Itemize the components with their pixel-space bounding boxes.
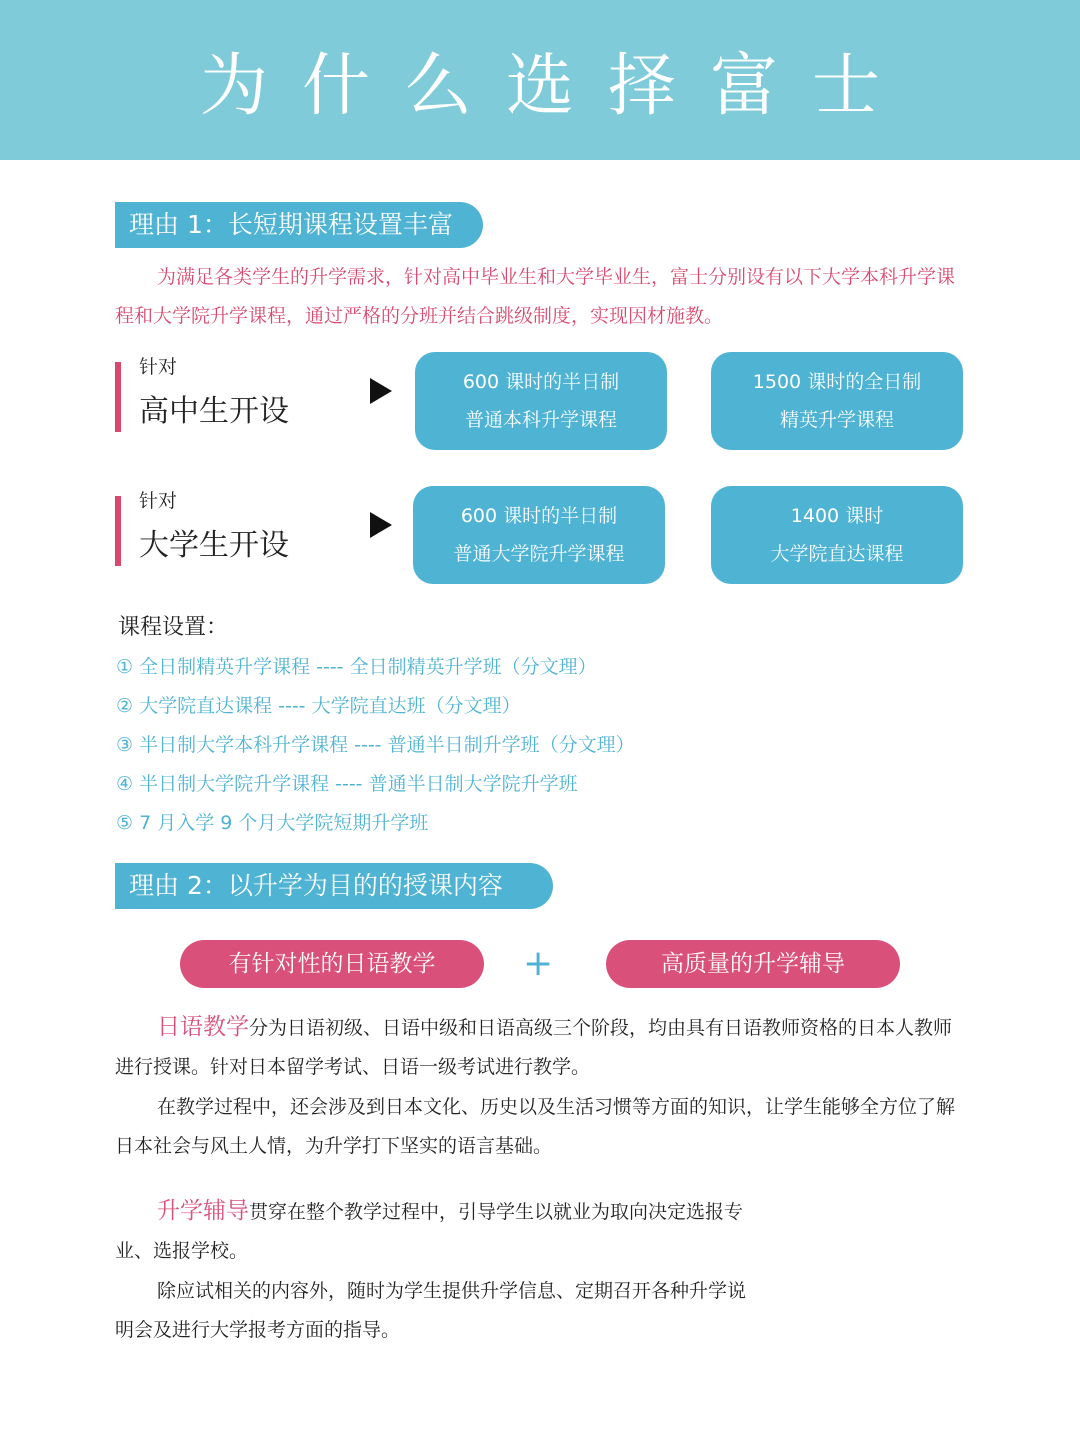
paragraph-line [115,1272,970,1311]
target-label-small: 针对 [139,356,178,378]
page-title: 为什么选择富士 [199,46,914,126]
paragraph-text: 在教学过程中，还会涉及到日本文化、历史以及生活习惯等方面的知识，让学生能够全方位了解日本社会与风土人情，为升学打下坚实的语言基础。 [115,1096,956,1157]
paragraph-culture [115,1088,970,1166]
course-line2: 普通大学院升学课程 [453,543,625,565]
paragraph-japanese-teaching [115,1008,970,1087]
course-box [413,486,665,584]
reason1-intro-text: 为满足各类学生的升学需求，针对高中毕业生和大学毕业生，富士分别设有以下大学本科升学课程和大学院升学课程，通过严格的分班并结合跳级制度，实现因材施教。 [115,266,956,327]
arrow-right-icon [370,378,392,404]
course-setup-title: 课程设置： [118,615,229,640]
paragraph-admission-info [115,1272,970,1350]
course-line1: 1500 课时的全日制 [752,371,922,393]
course-line2: 大学院直达课程 [770,543,904,565]
paragraph-text: 分为日语初级、日语中级和日语高级三个阶段，均由具有日语教师资格的日本人教师进行授课。针对日本留学考试、日语一级考试进行教学。 [115,1017,953,1078]
list-item: ② 大学院直达课程 ---- 大学院直达班（分文理） [116,695,521,717]
course-line1: 600 课时的半日制 [462,371,620,393]
plus-icon: + [523,943,554,984]
course-box [415,352,667,450]
paragraph-text: 除应试相关的内容外，随时为学生提供升学信息、定期召开各种升学说 [157,1280,747,1302]
target-row-highschool [115,352,975,452]
target-label-big: 大学生开设 [139,528,289,563]
tag-japanese-teaching: 有针对性的日语教学 [180,940,484,988]
course-box [711,486,963,584]
target-bar [115,362,121,432]
highlight-text: 升学辅导 [157,1198,249,1224]
paragraph-text: 贯穿在整个教学过程中，引导学生以就业为取向决定选报专 [249,1201,744,1223]
list-item: ④ 半日制大学院升学课程 ---- 普通半日制大学院升学班 [116,773,578,795]
reason1-intro [115,258,970,336]
target-bar [115,496,121,566]
reason2-heading: 理由 2：以升学为目的的授课内容 [115,863,553,909]
list-item: ⑤ 7 月入学 9 个月大学院短期升学班 [116,812,429,834]
course-setup-list [116,648,635,843]
arrow-right-icon [370,512,392,538]
target-label-small: 针对 [139,490,178,512]
paragraph-line: 明会及进行大学报考方面的指导。 [115,1319,401,1341]
course-box [711,352,963,450]
target-label-big: 高中生开设 [139,394,289,429]
highlight-text: 日语教学 [157,1014,249,1040]
paragraph-admission-guidance [115,1192,970,1271]
tag-admission-guidance: 高质量的升学辅导 [606,940,900,988]
course-line1: 1400 课时 [790,505,884,527]
target-row-university [115,486,975,586]
course-line1: 600 课时的半日制 [460,505,618,527]
list-item: ① 全日制精英升学课程 ---- 全日制精英升学班（分文理） [116,656,597,678]
page-header [0,0,1080,160]
list-item: ③ 半日制大学本科升学课程 ---- 普通半日制升学班（分文理） [116,734,635,756]
paragraph-line [115,1192,970,1232]
paragraph-line: 业、选报学校。 [115,1240,249,1262]
course-line2: 普通本科升学课程 [464,409,617,431]
reason1-heading: 理由 1：长短期课程设置丰富 [115,202,483,248]
course-line2: 精英升学课程 [779,409,894,431]
